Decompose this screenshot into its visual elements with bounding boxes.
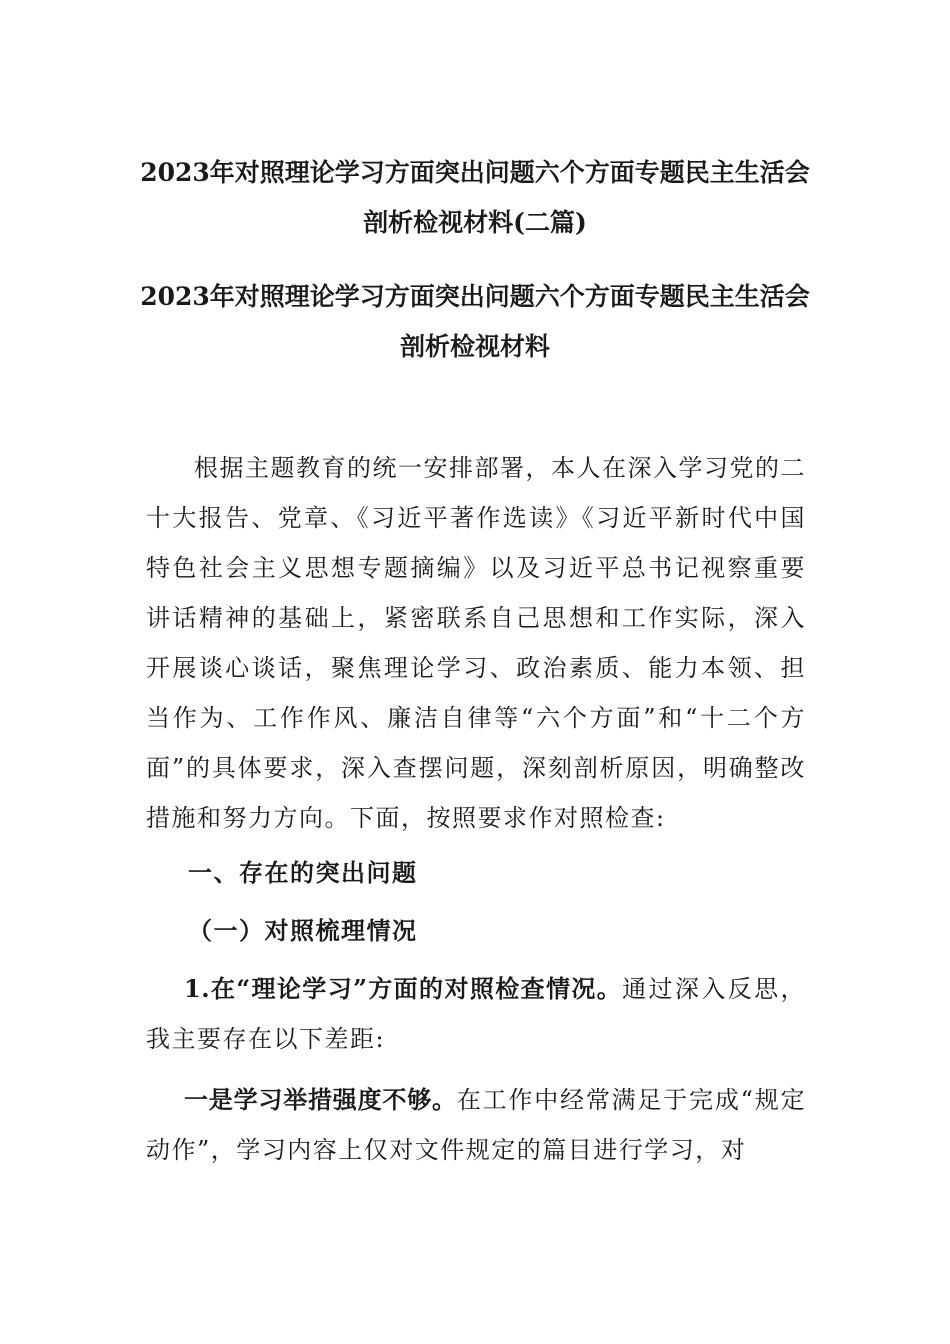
intro-paragraph: 根据主题教育的统一安排部署，本人在深入学习党的二十大报告、党章、《习近平著作选读》《习近平新时代中国特色社会主义思想专题摘编》以及习近平总书记视察重要讲话精神的基础上，紧密联系自己思想和工作实际，深入开展谈心谈话，聚焦理论学习、政治素质、能力本领、担当作为、工作作风、廉洁自律等“六个方面”和“十二个方面”的具体要求，深入查摆问题，深刻剖析原因，明确整改措施和努力方向。下面，按照要求作对照检查: — [146, 454, 806, 832]
section-heading-2: （一）对照梳理情况 — [188, 916, 418, 945]
item-2-paragraph — [146, 1075, 806, 1175]
item-1-text: 通过深入反思，我主要存在以下差距: — [146, 975, 807, 1053]
document-sub-title: 2023年对照理论学习方面突出问题六个方面专题民主生活会剖析检视材料 — [140, 282, 810, 361]
section-heading-1: 一、存在的突出问题 — [188, 858, 418, 887]
item-1-paragraph — [146, 964, 806, 1064]
item-1-lead: 1.在“理论学习”方面的对照检查情况。 — [184, 974, 623, 1003]
item-2-lead: 一是学习举措强度不够。 — [184, 1085, 457, 1114]
item-2-text: 在工作中经常满足于完成“规定动作”，学习内容上仅对文件规定的篇目进行学习，对 — [146, 1086, 806, 1164]
document-main-title: 2023年对照理论学习方面突出问题六个方面专题民主生活会剖析检视材料(二篇) — [140, 158, 810, 237]
